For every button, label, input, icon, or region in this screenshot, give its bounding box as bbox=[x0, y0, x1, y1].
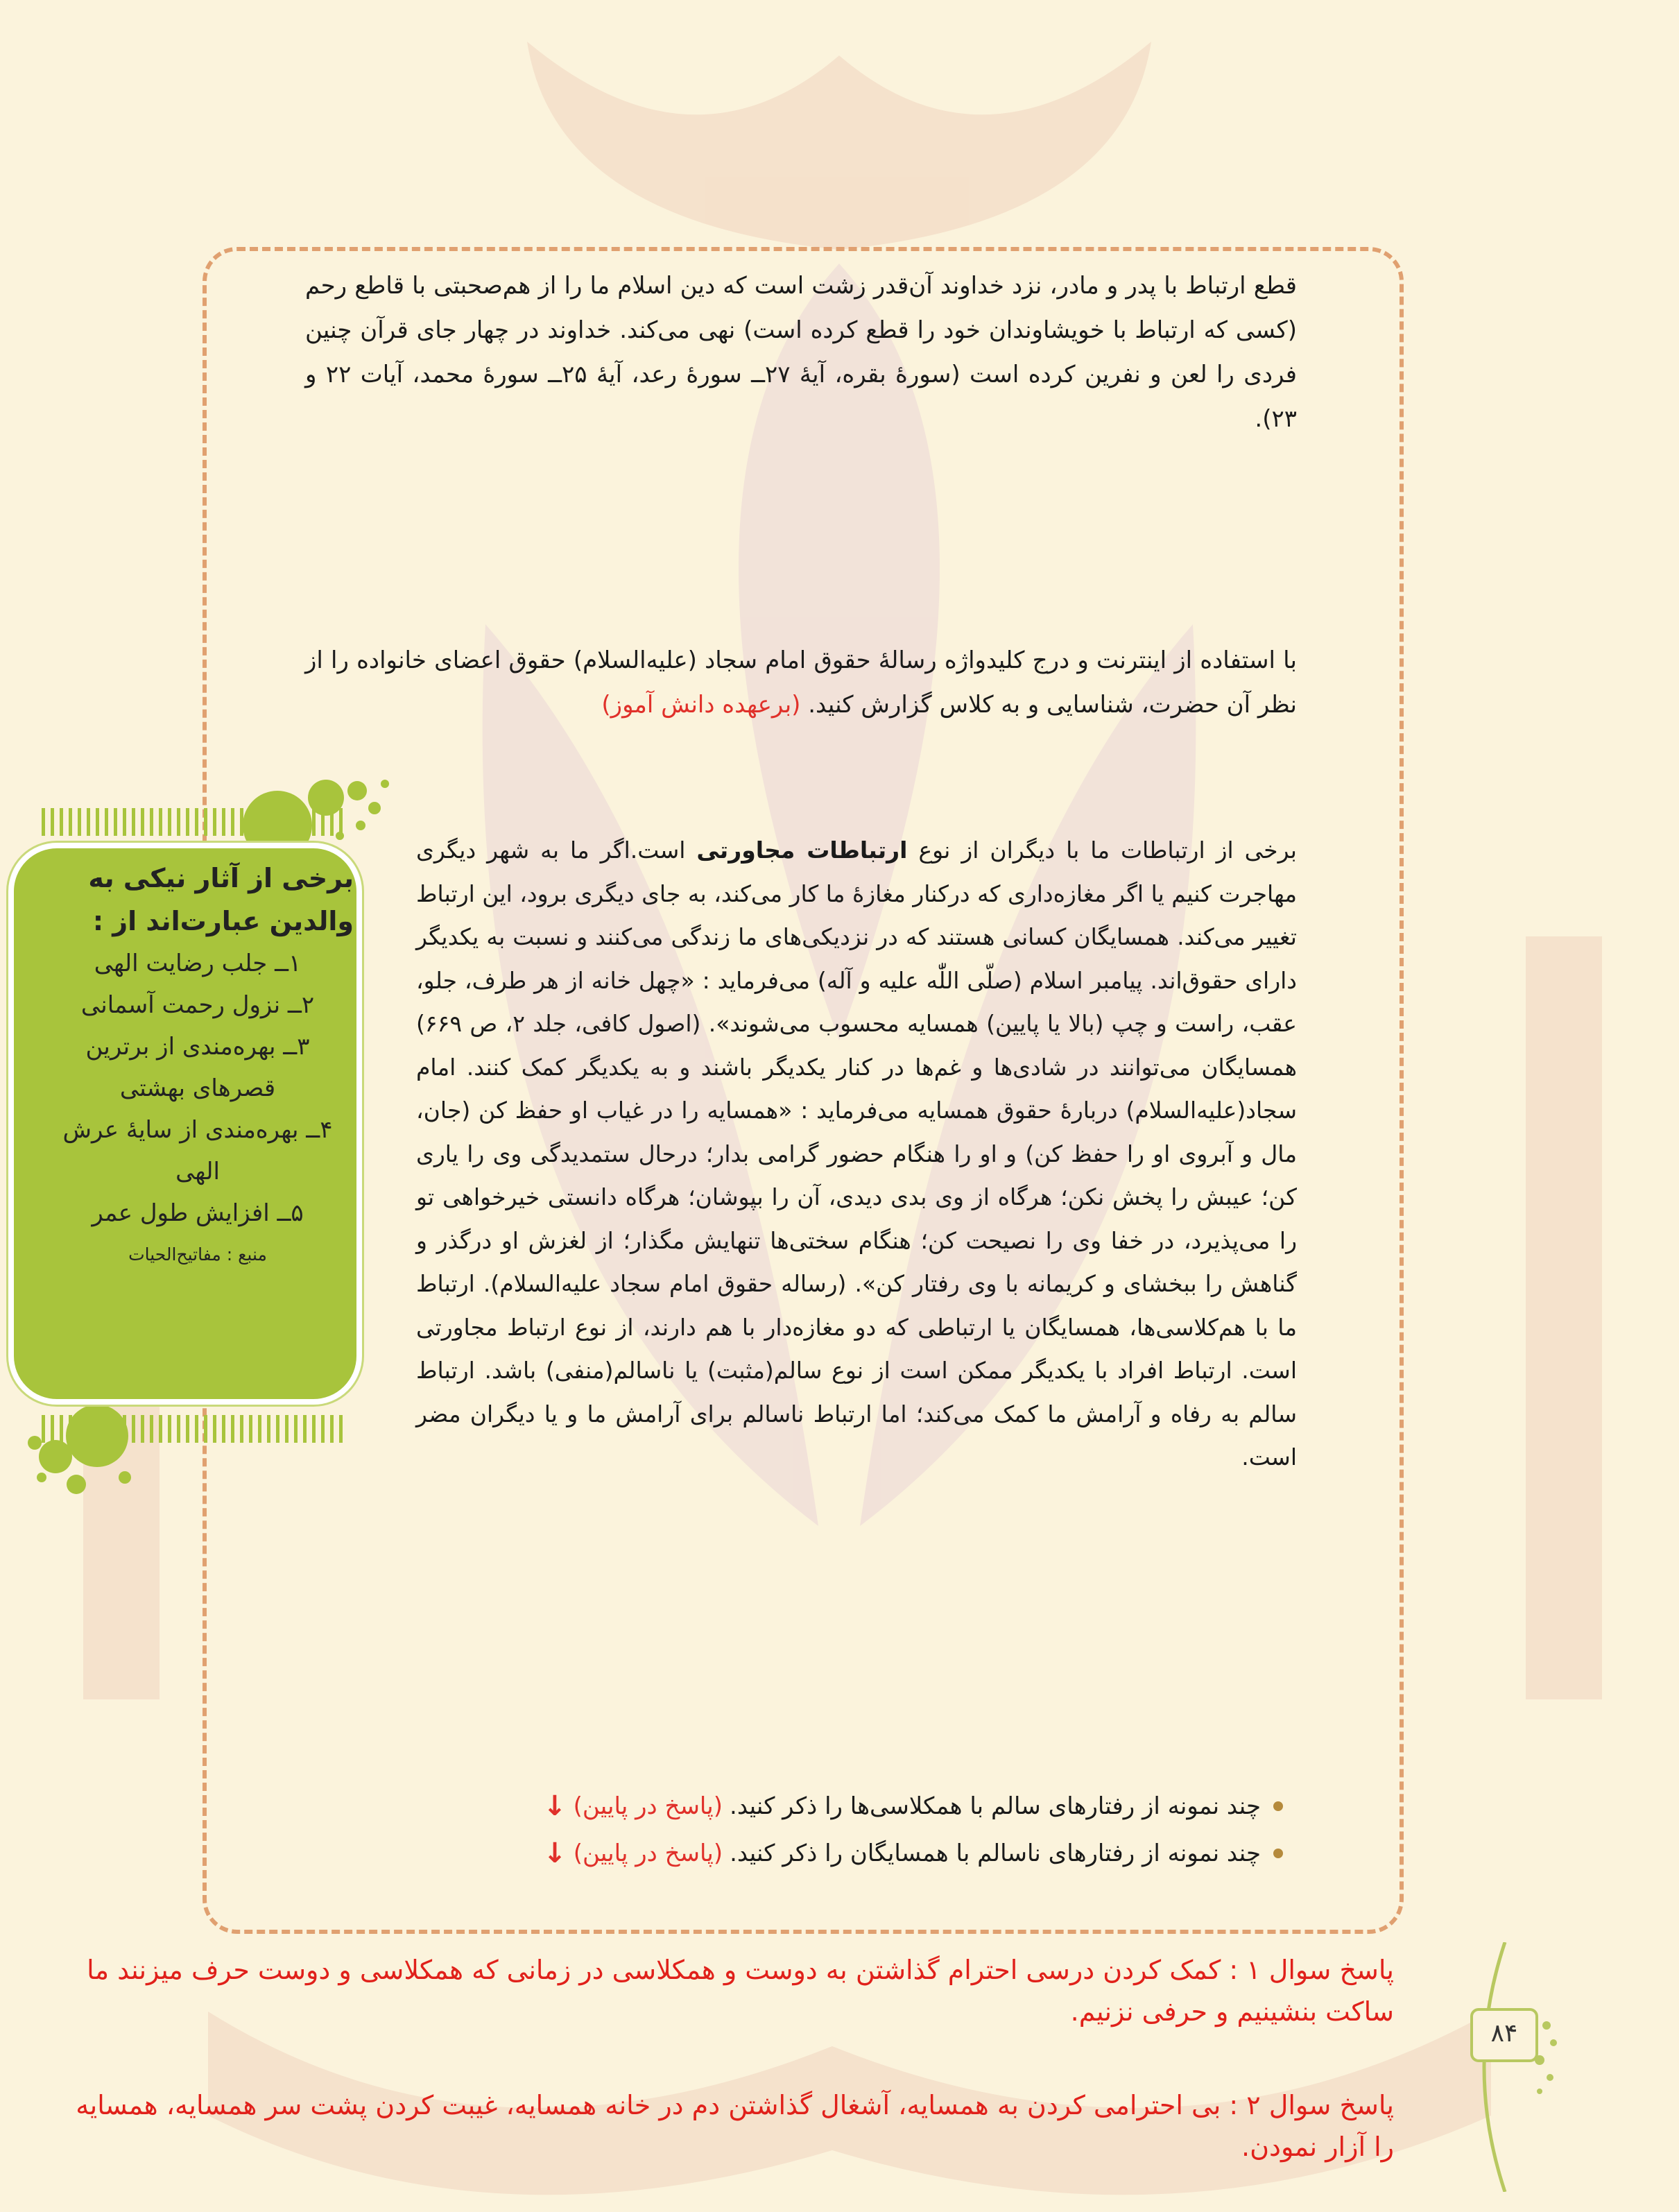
answer-1: پاسخ سوال ۱ : کمک کردن درسی احترام گذاشتن به دوست و همکلاسی در زمانی که همکلاسی و دوست حرف میزنند ما ساکت بنشینیم و حرفی نزنیم. bbox=[87, 1955, 1394, 2027]
question-text: چند نمونه از رفتارهای سالم با همکلاسی‌ها را ذکر کنید. bbox=[730, 1792, 1261, 1820]
page-number: ۸۴ bbox=[1470, 2008, 1538, 2062]
side-box-item: ۱ــ جلب رضایت الهی bbox=[94, 950, 302, 977]
question-item bbox=[485, 1783, 1283, 1830]
side-box-item: ۳ــ بهره‌مندی از برترین قصرهای بهشتی bbox=[85, 1033, 310, 1102]
paragraph-3-rest: است.اگر ما به شهر دیگری مهاجرت کنیم یا اگر مغازه‌داری که درکنار مغازهٔ ما کار می‌کند، به جای دیگری برود، این ارتباط تغییر می‌کند. همسایگان کسانی هستند که در نزدیکی‌های ما زندگی می‌کنند و نسبت به یکدیگر دارای حقوق‌اند. پیامبر اسلام (صلّی اللّٰه علیه و آله) می‌فرماید : «چهل خانه از هر طرف، جلو، عقب، راست و چپ (بالا یا پایین) همسایه محسوب می‌شوند». (اصول کافی، جلد ۲، ص ۶۶۹) همسایگان می‌توانند در شادی‌ها و غم‌ها در کنار یکدیگر باشند و به یکدیگر کمک کنند. امام سجاد(علیه‌السلام) دربارهٔ حقوق همسایه می‌فرماید : «همسایه را در غیاب او حفظ کن (جان، مال و آبروی او را حفظ کن) و او را هنگام حضور گرامی بدار؛ درحال ستمدیدگی وی را یاری کن؛ عیبش را پخش نکن؛ هرگاه از وی بدی دیدی، آن را بپوشان؛ هرگاه دانستی خیرخواهی تو را می‌پذیرد، در خفا وی را نصیحت کن؛ هنگام سختی‌ها تنهایش مگذار؛ از لغزش او درگذر و گناهش را ببخشای و کریمانه با وی رفتار کن». (رساله حقوق امام سجاد علیه‌السلام). ارتباط ما با هم‌کلاسی‌ها، همسایگان یا ارتباطی که دو مغازه‌دار با هم دارند، از نوع ارتباط مجاورتی است. ارتباط افراد با یکدیگر ممکن است از نوع سالم(مثبت) یا ناسالم(منفی) باشد. ارتباط سالم به رفاه و آرامش ما کمک می‌کند؛ اما ارتباط ناسالم برای آرامش ما و یا دیگران مضر است. bbox=[416, 837, 1297, 1471]
side-box-item: ۲ــ نزول رحمت آسمانی bbox=[80, 991, 315, 1019]
side-box-title: برخی از آثار نیکی به والدین عبارت‌اند از : bbox=[88, 863, 354, 936]
arrow-down-icon: ↓ bbox=[543, 1837, 567, 1869]
activity-3-questions bbox=[485, 1783, 1283, 1877]
bullet-icon bbox=[1273, 1849, 1283, 1858]
activity-2-note: (برعهده دانش آموز) bbox=[601, 691, 801, 719]
arrow-down-icon: ↓ bbox=[543, 1790, 567, 1822]
side-box-source: منبع : مفاتیح‌الحیات bbox=[128, 1244, 267, 1264]
question-note: (پاسخ در پایین) bbox=[573, 1840, 723, 1867]
intro-paragraph: قطع ارتباط با پدر و مادر، نزد خداوند آن‌قدر زشت است که دین اسلام ما را از هم‌صحبتی با قاطع رحم (کسی که ارتباط با خویشاوندان خود را قطع کرده است) نهی می‌کند. خداوند در چهار جای قرآن چنین فردی را لعن و نفرین کرده است (سورهٔ بقره، آیهٔ ۲۷ــ سورهٔ رعد، آیهٔ ۲۵ــ سورهٔ محمد، آیات ۲۲ و ۲۳). bbox=[305, 272, 1297, 433]
activity-2-body: با استفاده از اینترنت و درج کلیدواژه رسالهٔ حقوق امام سجاد (علیه‌السلام) حقوق اعضای خانواده را از نظر آن حضرت، شناسایی و به کلاس گزارش کنید. bbox=[305, 646, 1297, 719]
side-box-content bbox=[42, 843, 354, 1276]
page-ornament-icon bbox=[1436, 1942, 1560, 2192]
paragraph-3-start: برخی از ارتباطات ما با دیگران از نوع bbox=[907, 837, 1297, 864]
activity-2-text bbox=[305, 638, 1297, 727]
bullet-icon bbox=[1273, 1801, 1283, 1811]
question-item bbox=[485, 1830, 1283, 1877]
side-box-item: ۴ــ بهره‌مندی از سایهٔ عرش الهی bbox=[62, 1116, 333, 1185]
answer-2: پاسخ سوال ۲ : بی احترامی کردن به همسایه، آشغال گذاشتن دم در خانه همسایه، غیبت کردن پشت سر همسایه، همسایه را آزار نمودن. bbox=[76, 2090, 1394, 2162]
neighbor-relations-paragraph bbox=[416, 829, 1297, 1480]
question-note: (پاسخ در پایین) bbox=[573, 1792, 723, 1820]
side-box-item: ۵ــ افزایش طول عمر bbox=[92, 1199, 304, 1227]
paragraph-3-bold-term: ارتباطات مجاورتی bbox=[696, 837, 908, 864]
question-text: چند نمونه از رفتارهای ناسالم با همسایگان را ذکر کنید. bbox=[730, 1840, 1261, 1867]
